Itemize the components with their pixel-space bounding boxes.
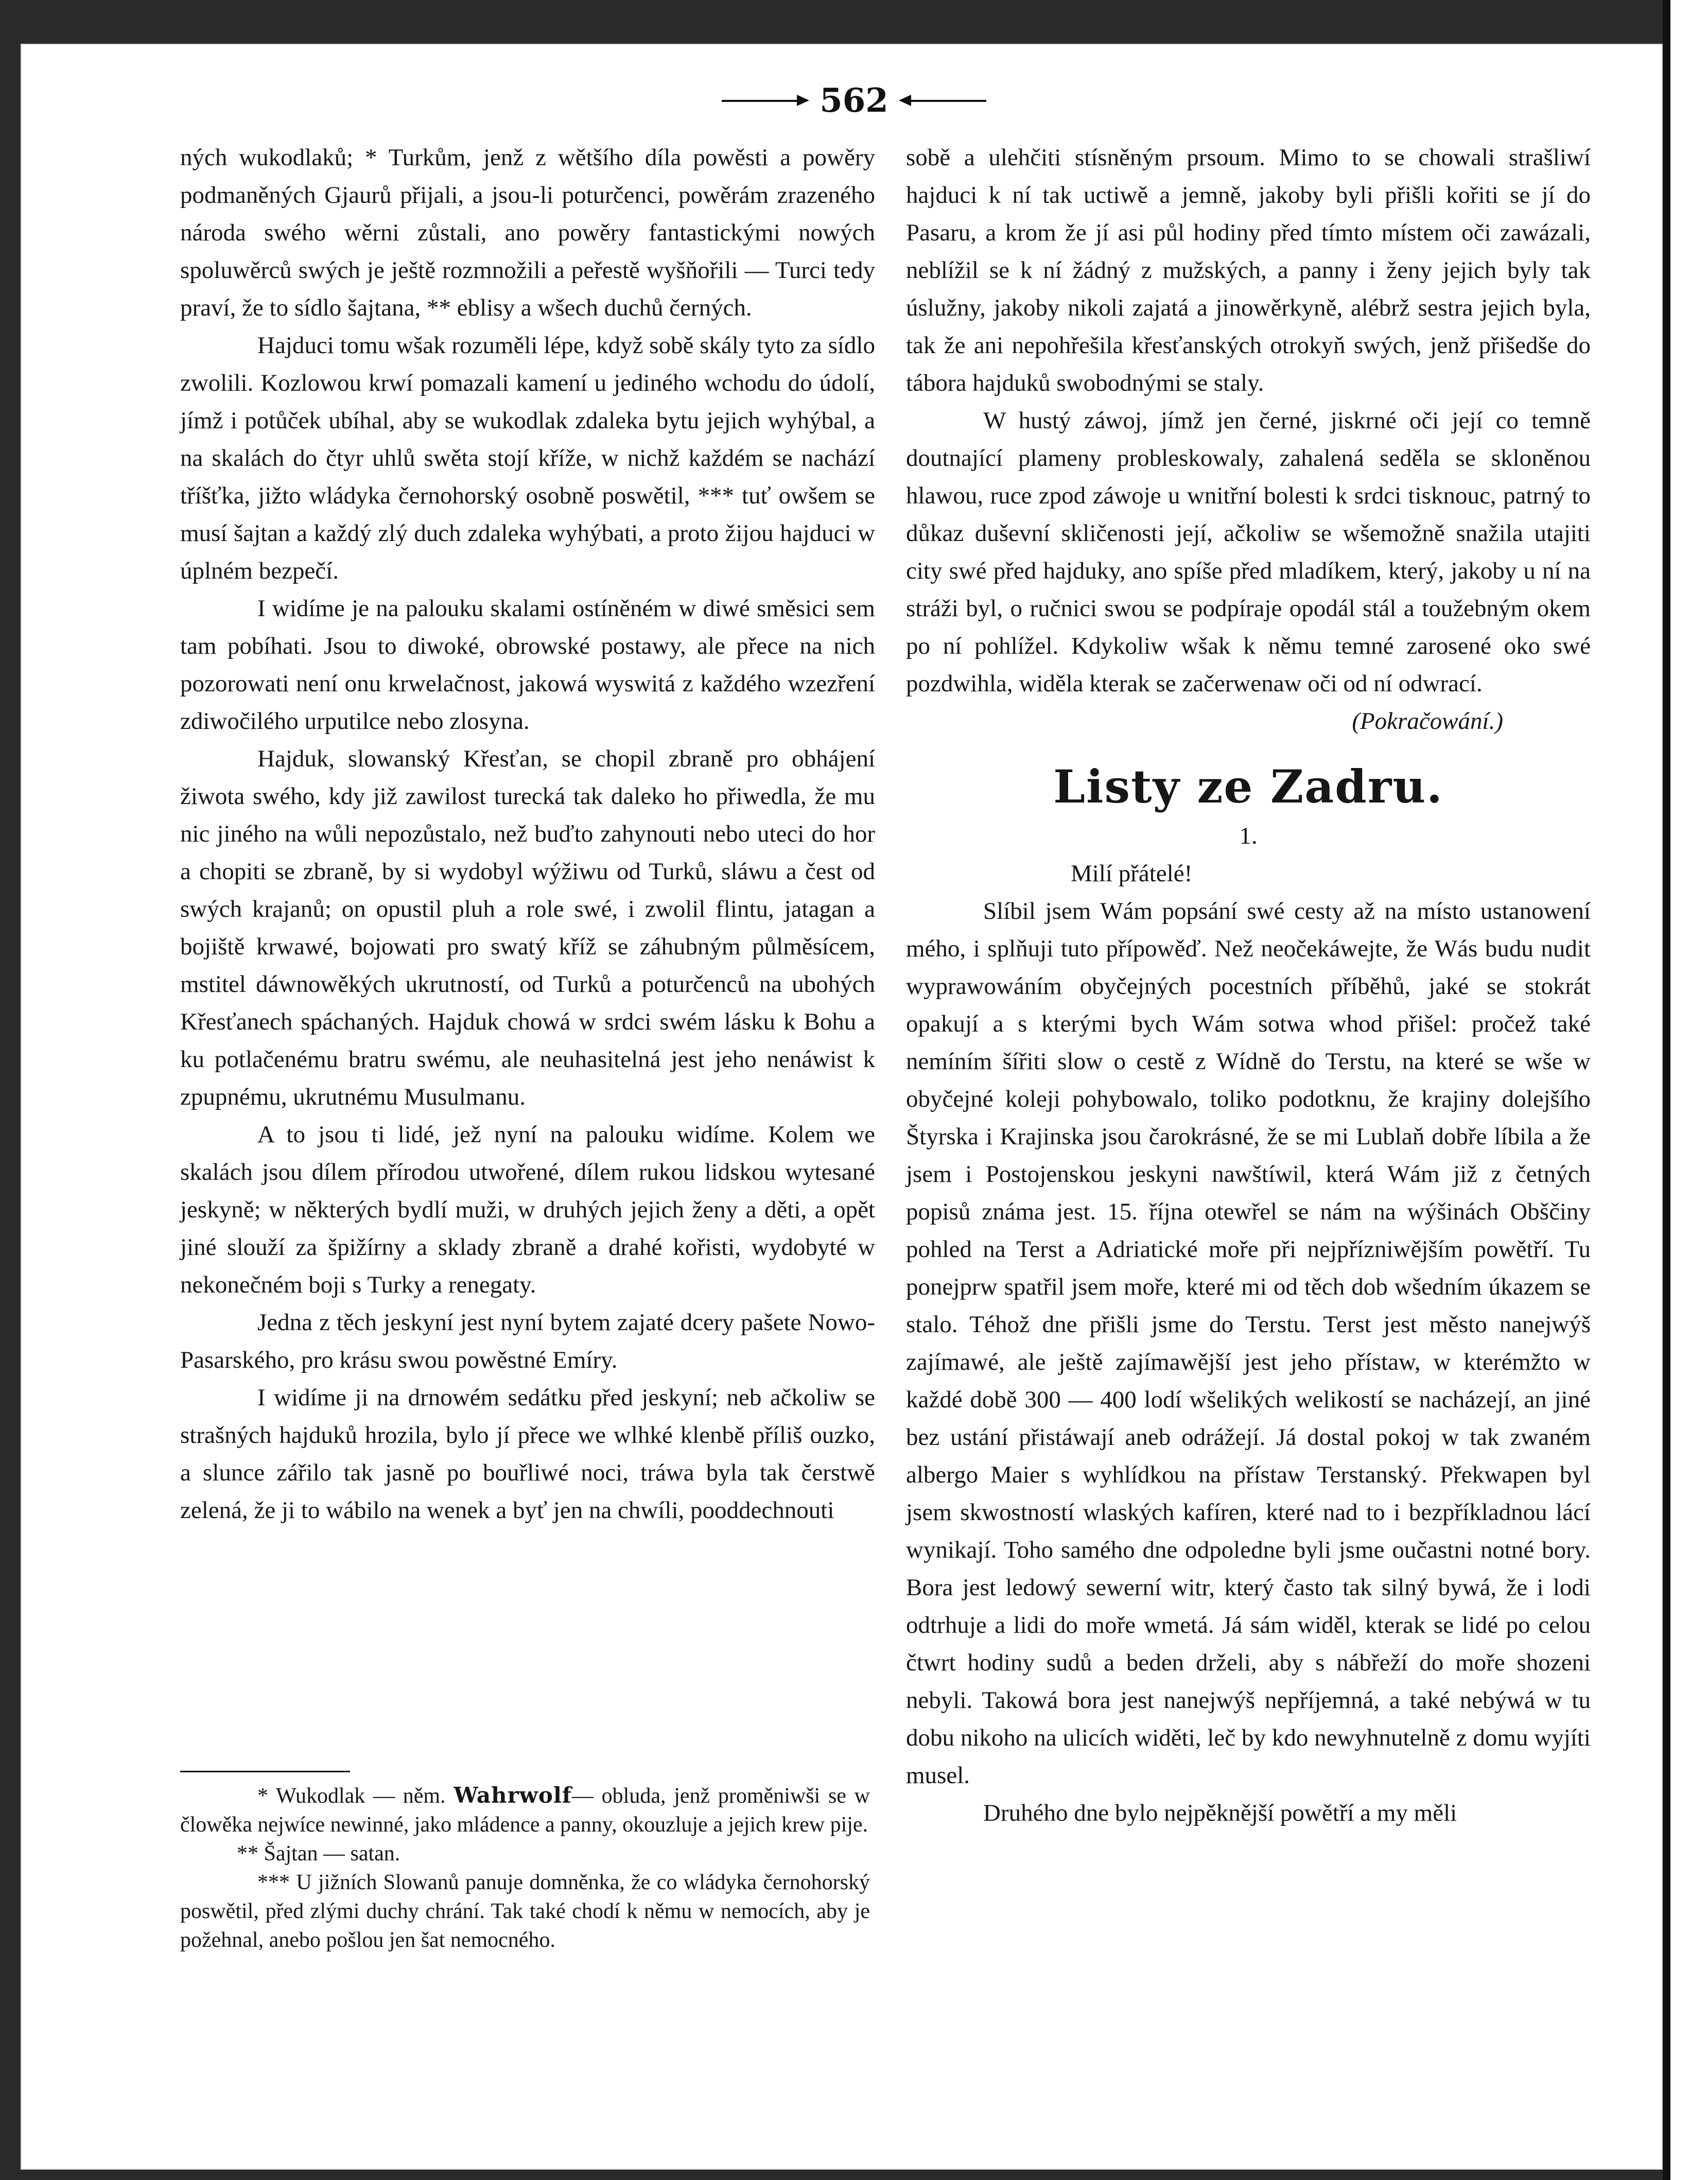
left-paragraph-1: ných wukodlaků; * Turkům, jenž z wětšího díla powěsti a powěry podmaněných Gjaurů přijali, a jsou-li poturčenci, powěrám zrazeného národa swého wěrni zůstali, ano powěry fantastickými nowých spoluwěrců swých je ještě rozmnožili a peřestě wyšňořili — Turci tedy praví, že to sídlo šajtana, ** eblisy a wšech duchů černých.	[180, 144, 875, 321]
left-flourish-ornament	[722, 97, 804, 104]
footnote-1	[180, 1781, 870, 1839]
article-title: Listy ze Zadru.	[1053, 760, 1443, 813]
footnote-1-text: — obluda, jenž proměniwši se w člowěka nejwíce newinné, jako mládence a panny, okouzluje a jejich krew pije.	[180, 1784, 870, 1837]
footnote-1-prefix: * Wukodlak — něm.	[257, 1784, 446, 1808]
right-flourish-ornament	[904, 97, 986, 104]
right-paragraph-4: Druhého dne bylo nejpěknější powětří a my měli	[983, 1800, 1457, 1826]
footnotes	[180, 1781, 870, 1955]
page-number: 562	[820, 81, 888, 120]
left-paragraph-5: A to jsou ti lidé, jež nyní na palouku widíme. Kolem we skalách jsou dílem přírodou utwořené, dílem rukou lidskou wytesané jeskyně; w některých bydlí muži, w druhých jejich ženy a děti, a opět jiné slouží za špižírny a sklady zbraně a drahé kořisti, wydobyté w nekonečném boji s Turky a renegaty.	[180, 1121, 875, 1298]
article-number: 1.	[1239, 823, 1258, 849]
left-paragraph-6: Jedna z těch jeskyní jest nyní bytem zajaté dcery pašete Nowo-Pasarského, pro krásu swou powěstné Emíry.	[180, 1309, 875, 1373]
right-column	[906, 139, 1591, 1832]
left-paragraph-4: Hajduk, slowanský Křesťan, se chopil zbraně pro obhájení žiwota swého, kdy již zawilost turecká tak daleko ho přiwedla, že mu nic jiného na wůli nepozůstalo, než buďto zahynouti nebo uteci do hor a chopiti se zbraně, by si wydobyl wýžiwu od Turků, sláwu a čest od swých krajanů; on opustil pluh a role swé, i zwolil flintu, jatagan a bojiště krwawé, bojowati pro swatý kříž se záhubným půlměsícem, mstitel dáwnowěkých ukrutností, od Turků a poturčenců na ubohých Křesťanech spáchaných. Hajduk chowá w srdci swém lásku k Bohu a ku potlačenému bratru swému, ale neuhasitelná jest jeho nenáwist k zpupnému, ukrutnému Musulmanu.	[180, 745, 875, 1110]
page-header	[0, 77, 1708, 124]
letter-greeting: Milí přátelé!	[1071, 860, 1193, 887]
footnote-2: ** Šajtan — satan.	[237, 1842, 400, 1865]
footnote-divider	[180, 1771, 350, 1772]
scan-dark-edge	[1663, 0, 1670, 2180]
right-paragraph-3: Slíbil jsem Wám popsání swé cesty až na místo ustanowení mého, i splňuji tuto přípowěď. Než neočekáwejte, že Wás budu nudit wyprawowáním obyčejných pocestních příběhů, jaké se stokrát opakují a s kterými bych Wám sotwa whod přišel: pročež také nemíním šířiti slow o cestě z Wídně do Terstu, na které se wše w obyčejné koleji pohybowalo, toliko podotknu, že krajiny dolejšího Štyrska i Krajinska jsou čarokrásné, že se mi Lublaň dobře líbila a že jsem i Postojenskou jeskyni nawštíwil, která Wám již z četných popisů známa jest. 15. října otewřel se nám na wýšinách Obščiny pohled na Terst a Adriatické moře při nejpřízniwějším powětří. Tu ponejprw spatřil jsem moře, které mi od těch dob wšedním úkazem se stalo. Téhož dne přišli jsme do Terstu. Terst jest město nanejwýš zajímawé, ale ještě zajímawější jest jeho přístaw, w kterémžto w každé době 300 — 400 lodí wšelikých welikostí se nacházejí, an jiné bez ustání přistáwají aneb odrážejí. Já dostal pokoj w tak zwaném albergo Maier s wyhlídkou na přístaw Terstanský. Překwapen byl jsem skwostností wlaských kafíren, které nad to i bezpříkladnou lácí wynikají. Toho samého dne odpoledne byli jsme oučastni notné bory. Bora jest ledowý sewerní witr, který často tak silný bywá, že i lodi odtrhuje a lidi do moře wmetá. Já sám widěl, kterak se lidé po celou čtwrt hodiny sudů a beden drželi, aby s nábřeží do moře shozeni nebyli. Takowá bora jest nanejwýš nepříjemná, a také nebýwá w tu dobu nikoho na ulicích widěti, leč by kdo newyhnutelně z domu wyjíti musel.	[906, 898, 1591, 1789]
right-paragraph-1: sobě a ulehčiti stísněným prsoum. Mimo to se chowali strašliwí hajduci k ní tak uctiwě a jemně, jakoby byli přišli kořiti se jí do Pasaru, a krom že jí asi půl hodiny před tímto místem oči zawázali, neblížil se k ní žádný z mužských, a panny i ženy jejich byly tak úslužny, jakoby nikoli zajatá a jinowěrkyně, alébrž sestra jejich byla, tak že ani nepohřešila křesťanských otrokyň swých, jenž přišedše do tábora hajduků swobodnými se staly.	[906, 144, 1591, 396]
footnote-1-german-word: Wahrwolf	[454, 1783, 572, 1808]
left-paragraph-3: I widíme je na palouku skalami ostíněném w diwé směsici sem tam pobíhati. Jsou to diwoké, obrowské postawy, ale přece na nich pozorowati není onu krwelačnost, jakowá wyswitá z každého wzezření zdiwočilého urputilce nebo zlosyna.	[180, 595, 875, 735]
right-paragraph-2: W hustý záwoj, jímž jen černé, jiskrné oči její co temně doutnající plameny probleskowaly, zahalená seděla se skloněnou hlawou, ruce zpod záwoje u wnitřní bolesti k srdci tisknouc, patrný to důkaz duševní skličenosti její, ačkoliw se wšemožně snažila utajiti city swé před hajduky, ano spíše před mladíkem, který, jakoby u ní na stráži byl, o ručnici swou se podpíraje opodál stál a toužebným okem po ní pohlížel. Kdykoliw wšak k němu temné zarosené oko swé pozdwihla, widěla kterak se začerwenaw oči od ní odwrací.	[906, 407, 1591, 697]
footnote-3: *** U jižních Slowanů panuje domněnka, že co wládyka černohorský poswětil, před zlými duchy chrání. Tak také chodí k němu w nemocích, aby je požehnal, anebo pošlou jen šat nemocného.	[180, 1871, 870, 1952]
continued-note: (Pokračowání.)	[1352, 708, 1503, 735]
left-paragraph-2: Hajduci tomu wšak rozuměli lépe, když sobě skály tyto za sídlo zwolili. Kozlowou krwí pomazali kamení u jediného wchodu do údolí, jímž i potůček ubíhal, aby se wukodlak zdaleka bytu jejich wyhýbal, a na skalách do čtyr uhlů swěta stojí kříže, w nichž každém se nachází tříšťka, jižto wládyka černohorský osobně poswětil, *** tuť owšem se musí šajtan a každý zlý duch zdaleka wyhýbati, a proto žijou hajduci w úplném bezpečí.	[180, 332, 875, 584]
left-column	[180, 139, 875, 1529]
left-paragraph-7: I widíme ji na drnowém sedátku před jeskyní; neb ačkoliw se strašných hajduků hrozila, bylo jí přece we wlhké klenbě příliš ouzko, a slunce zářilo tak jasně po bouřliwé noci, tráwa byla tak čerstwě zelená, že ji to wábilo na wenek a byť jen na chwíli, pooddechnouti	[180, 1384, 875, 1524]
scan-right-margin	[1670, 0, 1708, 2180]
